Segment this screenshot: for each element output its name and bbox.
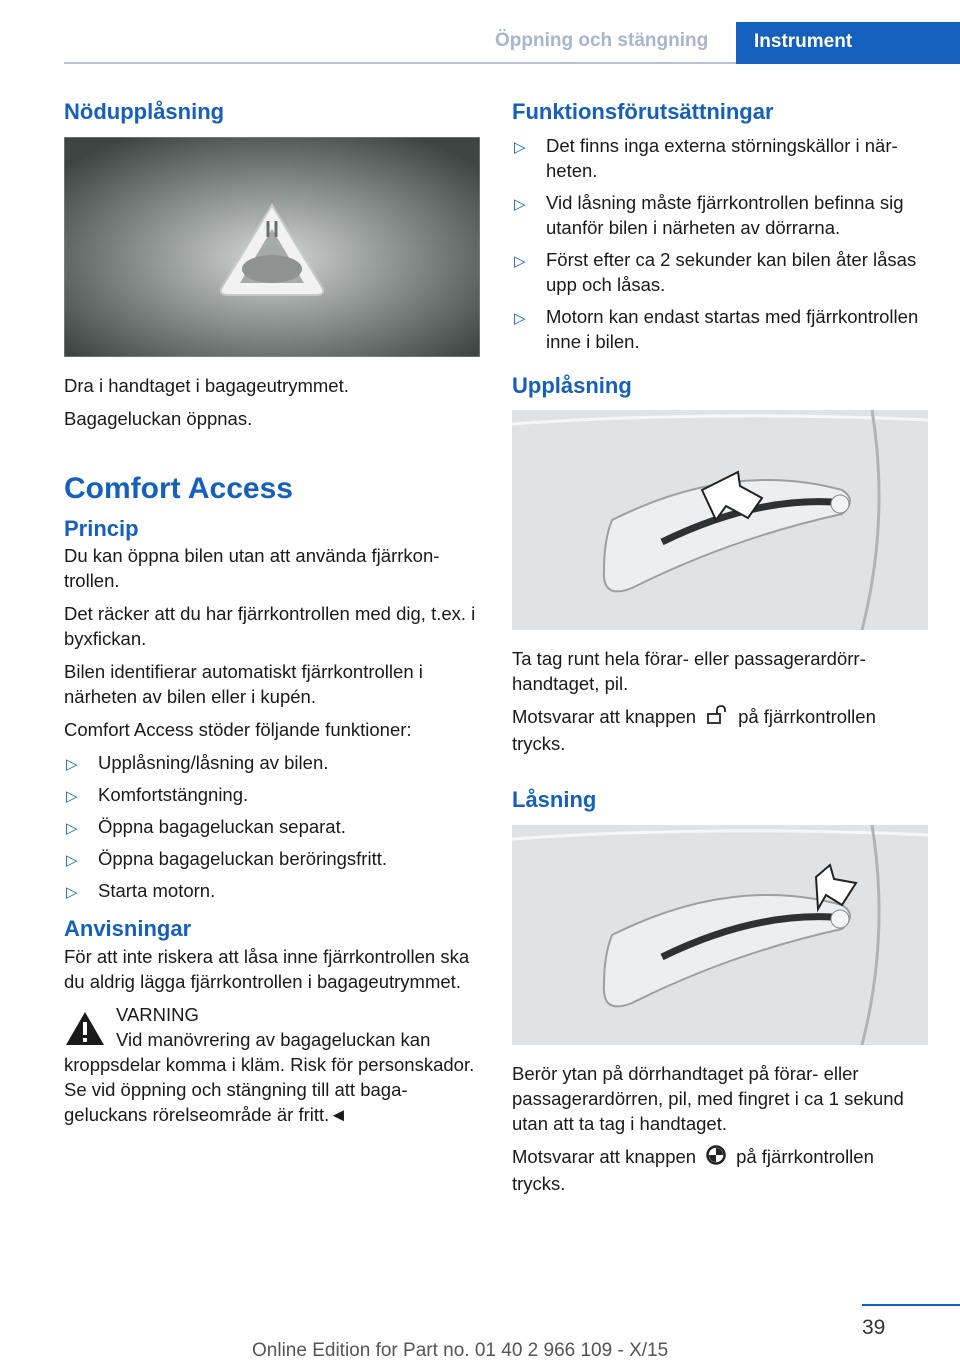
list-item: ▷ Motorn kan endast startas med fjärrkontrollen inne i bilen. [514, 305, 919, 352]
paragraph: Bilen identifierar automatiskt fjärrkontrollen i närheten av bilen eller i kupén. [64, 661, 423, 708]
header-chapter-tab: Instrument [736, 22, 960, 64]
right-column [512, 98, 928, 1204]
triangle-right-icon: ▷ [514, 252, 526, 270]
list-item: ▷ Vid låsning måste fjärrkontrollen befinna sig utanför bilen i närheten av dörrarna. [514, 191, 904, 238]
footer-edition: Online Edition for Part no. 01 40 2 966 109 - X/15 [252, 1340, 669, 1361]
functions-list [64, 750, 480, 903]
paragraph: Det räcker att du har fjärrkontrollen med dig, t.ex. i byxfickan. [64, 603, 476, 650]
page-number: 39 [862, 1316, 886, 1339]
list-item: ▷ Komfortstängning. [64, 782, 480, 807]
list-item: ▷ Öppna bagageluckan beröringsfritt. [64, 846, 480, 871]
triangle-right-icon: ▷ [514, 309, 526, 327]
heading-funktionsforutsattningar: Funktionsförutsättningar [512, 99, 774, 124]
heading-upplasning: Upplåsning [512, 372, 632, 398]
list-item: ▷ Upplåsning/låsning av bilen. [64, 750, 480, 775]
paragraph: För att inte riskera att låsa inne fjärrkontrollen ska du aldrig lägga fjärrkontrollen i bagageutrymmet. [64, 945, 470, 992]
heading-comfort-access: Comfort Access [64, 471, 293, 505]
paragraph: Bagageluckan öppnas. [64, 407, 253, 429]
triangle-right-icon: ▷ [66, 788, 78, 806]
heading-lasning: Låsning [512, 787, 597, 813]
triangle-right-icon: ▷ [66, 756, 78, 774]
paragraph: Motsvarar att knappen på fjärrkontrollen trycks. [512, 1145, 874, 1194]
paragraph: Ta tag runt hela förar- eller passagerardörrhandtaget, pil. [512, 648, 866, 695]
triangle-right-icon: ▷ [514, 195, 526, 213]
heading-anvisningar: Anvisningar [64, 916, 192, 942]
list-item: ▷ Först efter ca 2 sekunder kan bilen åter låsas upp och låsas. [514, 248, 917, 295]
paragraph: Berör ytan på dörrhandtaget på förar- eller passagerardörren, pil, med fingret i ca 1 sekund utan att ta tag i handtaget. [512, 1062, 904, 1134]
paragraph: Dra i handtaget i bagageutrymmet. [64, 374, 349, 396]
conditions-list [512, 133, 928, 354]
heading-nodupplasning: Nödupplåsning [64, 99, 225, 124]
left-column [64, 98, 480, 1127]
paragraph: Motsvarar att knappen på fjärrkontrollen trycks. [512, 706, 876, 755]
unlock-icon [706, 705, 728, 731]
warning-text-continued: kroppsdelar komma i kläm. Risk för personskador. Se vid öppning och stängning till att bagageluckans rörelseområde är fritt.◄ [64, 1053, 475, 1125]
paragraph: Du kan öppna bilen utan att använda fjärrkontrollen. [64, 545, 440, 592]
warning-triangle-icon [64, 1010, 106, 1054]
triangle-right-icon: ▷ [66, 852, 78, 870]
door-handle-unlock-image [512, 410, 928, 630]
warning-title: VARNING [116, 1003, 199, 1025]
heading-princip: Princip [64, 515, 139, 541]
warning-block [64, 1002, 480, 1127]
warning-text: Vid manövrering av bagageluckan kan [116, 1028, 431, 1050]
triangle-right-icon: ▷ [514, 138, 526, 156]
list-item: ▷ Starta motorn. [64, 878, 480, 903]
paragraph: Comfort Access stöder följande funktioner: [64, 719, 412, 741]
bmw-logo-icon [706, 1145, 726, 1171]
footer-rule [862, 1304, 960, 1306]
triangle-right-icon: ▷ [66, 884, 78, 902]
list-item: ▷ Öppna bagageluckan separat. [64, 814, 480, 839]
trunk-handle-image [64, 137, 480, 357]
door-handle-lock-image [512, 825, 928, 1045]
list-item: ▷ Det finns inga externa störningskällor i närheten. [514, 134, 898, 181]
header-section-title: Öppning och stängning [495, 30, 709, 51]
triangle-right-icon: ▷ [66, 820, 78, 838]
